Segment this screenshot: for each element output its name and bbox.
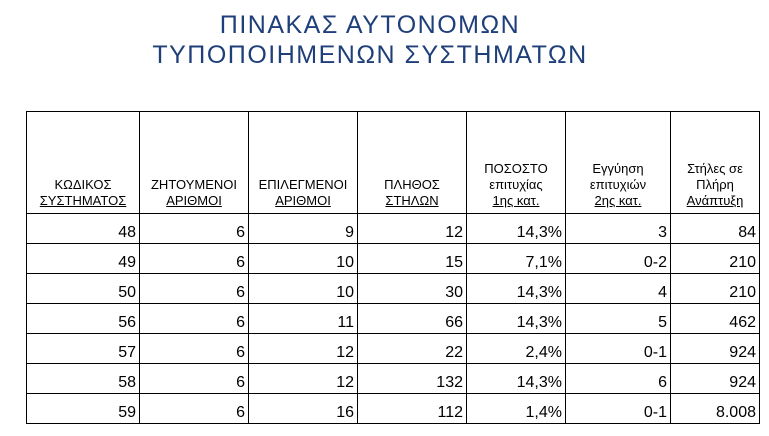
cell-system-code: 58 [27, 364, 140, 394]
cell-columns: 112 [358, 394, 467, 424]
cell-requested: 6 [140, 244, 249, 274]
cell-full-expansion: 462 [671, 304, 760, 334]
cell-columns: 30 [358, 274, 467, 304]
cell-guarantee: 5 [566, 304, 671, 334]
cell-guarantee: 6 [566, 364, 671, 394]
header-text: ΑΡΙΘΜΟΙ [275, 193, 331, 208]
cell-success-rate: 14,3% [467, 364, 566, 394]
cell-guarantee: 3 [566, 214, 671, 244]
cell-columns: 15 [358, 244, 467, 274]
cell-selected: 10 [249, 274, 358, 304]
table-row [27, 304, 760, 334]
cell-guarantee: 0-2 [566, 244, 671, 274]
title-line-1: ΠΙΝΑΚΑΣ ΑΥΤΟΝΟΜΩΝ [219, 11, 521, 39]
cell-success-rate: 7,1% [467, 244, 566, 274]
header-text: ΑΡΙΘΜΟΙ [166, 193, 222, 208]
header-text: ΖΗΤΟΥΜΕΝΟΙ [150, 177, 237, 192]
cell-columns: 22 [358, 334, 467, 364]
header-system-code [27, 112, 140, 214]
header-text: ΚΩΔΙΚΟΣ [54, 177, 112, 192]
cell-selected: 12 [249, 334, 358, 364]
header-selected-numbers [249, 112, 358, 214]
cell-full-expansion: 8.008 [671, 394, 760, 424]
cell-selected: 9 [249, 214, 358, 244]
cell-selected: 16 [249, 394, 358, 424]
cell-system-code: 59 [27, 394, 140, 424]
cell-system-code: 56 [27, 304, 140, 334]
cell-system-code: 49 [27, 244, 140, 274]
cell-success-rate: 14,3% [467, 274, 566, 304]
table-row [27, 334, 760, 364]
cell-requested: 6 [140, 334, 249, 364]
cell-requested: 6 [140, 274, 249, 304]
systems-table [26, 111, 760, 424]
header-guarantee [566, 112, 671, 214]
cell-system-code: 57 [27, 334, 140, 364]
header-text: Στήλες σε [687, 161, 743, 176]
cell-selected: 12 [249, 364, 358, 394]
cell-full-expansion: 924 [671, 334, 760, 364]
page-title [0, 10, 740, 70]
table-row [27, 244, 760, 274]
header-success-rate [467, 112, 566, 214]
cell-selected: 10 [249, 244, 358, 274]
header-text: Ανάπτυξη [686, 193, 744, 208]
header-text: Εγγύηση [592, 161, 644, 176]
cell-requested: 6 [140, 214, 249, 244]
table-row [27, 214, 760, 244]
cell-full-expansion: 210 [671, 274, 760, 304]
cell-guarantee: 0-1 [566, 394, 671, 424]
cell-success-rate: 14,3% [467, 304, 566, 334]
header-number-of-columns [358, 112, 467, 214]
cell-guarantee: 4 [566, 274, 671, 304]
cell-full-expansion: 924 [671, 364, 760, 394]
cell-full-expansion: 84 [671, 214, 760, 244]
cell-requested: 6 [140, 364, 249, 394]
title-line-2: ΤΥΠΟΠΟΙΗΜΕΝΩΝ ΣΥΣΤΗΜΑΤΩΝ [152, 41, 588, 69]
cell-system-code: 50 [27, 274, 140, 304]
header-text: ΠΟΣΟΣΤΟ [484, 161, 548, 176]
cell-columns: 66 [358, 304, 467, 334]
header-text: ΠΛΗΘΟΣ [384, 177, 440, 192]
cell-selected: 11 [249, 304, 358, 334]
header-text: επιτυχιών [589, 177, 647, 192]
header-full-expansion [671, 112, 760, 214]
header-requested-numbers [140, 112, 249, 214]
cell-success-rate: 1,4% [467, 394, 566, 424]
table-row [27, 274, 760, 304]
table-row [27, 394, 760, 424]
header-text: επιτυχίας [489, 177, 543, 192]
header-text: ΣΤΗΛΩΝ [385, 193, 439, 208]
header-text: 1ης κατ. [492, 193, 540, 208]
table-row [27, 364, 760, 394]
header-text: ΕΠΙΛΕΓΜΕΝΟΙ [258, 177, 348, 192]
header-text: ΣΥΣΤΗΜΑΤΟΣ [39, 193, 127, 208]
cell-success-rate: 14,3% [467, 214, 566, 244]
cell-requested: 6 [140, 304, 249, 334]
cell-full-expansion: 210 [671, 244, 760, 274]
cell-columns: 132 [358, 364, 467, 394]
header-row [27, 112, 760, 214]
cell-guarantee: 0-1 [566, 334, 671, 364]
header-text: Πλήρη [696, 177, 734, 192]
header-text: 2ης κατ. [594, 193, 642, 208]
cell-success-rate: 2,4% [467, 334, 566, 364]
cell-requested: 6 [140, 394, 249, 424]
cell-columns: 12 [358, 214, 467, 244]
cell-system-code: 48 [27, 214, 140, 244]
